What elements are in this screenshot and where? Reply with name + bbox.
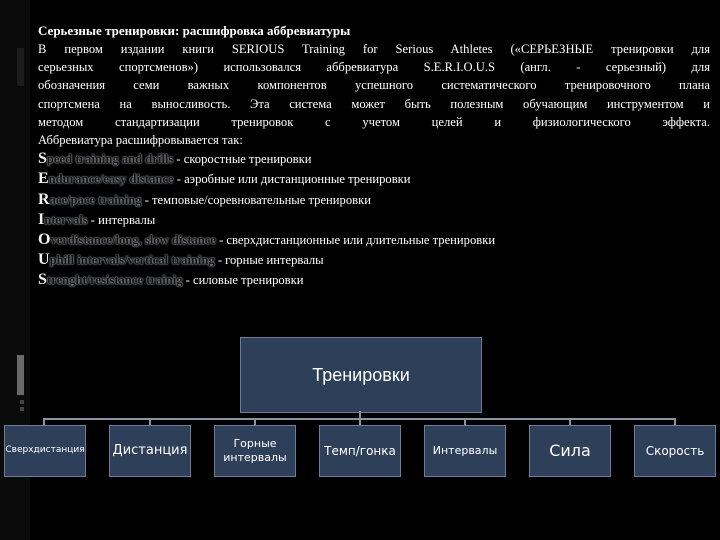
- abbreviation-item: [38, 250, 710, 270]
- abbreviation-letter: S: [38, 150, 47, 168]
- abbreviation-letter: O: [38, 231, 51, 249]
- slide-title: Серьезные тренировки: расшифровка аббревиатуры: [38, 23, 351, 38]
- sidebar-square: [20, 407, 24, 411]
- paragraph-line: обозначения семи важных компонентов успешного систематического тренировочного плана: [38, 78, 710, 93]
- abbreviation-description: - темповые/соревновательные тренировки: [141, 192, 371, 207]
- abbreviation-description: - силовые тренировки: [182, 273, 304, 288]
- diagram-root-box: Тренировки: [240, 337, 482, 413]
- abbreviation-letter: S: [38, 271, 47, 289]
- abbreviation-letter: E: [38, 170, 49, 188]
- abbreviation-item: [38, 210, 710, 230]
- abbreviation-item: [38, 270, 710, 290]
- diagram-node-distance: Дистанция: [109, 425, 191, 477]
- abbreviation-term: phill intervals/vertical training: [49, 253, 215, 268]
- paragraph-line: спортсмена на выносливость. Эта система может быть полезным обучающим инструментом и: [38, 96, 710, 111]
- abbreviation-letter: I: [38, 210, 45, 228]
- abbreviation-description: - горные интервалы: [214, 253, 324, 268]
- sidebar-decoration-bottom: [17, 355, 24, 395]
- diagram-node-pace-race: Темп/гонка: [319, 425, 401, 477]
- abbreviation-letter: R: [38, 190, 50, 208]
- paragraph-line: серьезных спортсменов») использовался аббревиатура S.E.R.I.O.U.S (англ. - серьезный) для: [38, 60, 710, 75]
- abbreviation-description: - скоростные тренировки: [173, 152, 312, 167]
- sidebar-decoration-top: [17, 48, 24, 86]
- abbreviation-item: [38, 169, 710, 189]
- abbreviation-term: ndurance/easy distance: [48, 172, 174, 187]
- abbreviation-item: [38, 230, 710, 250]
- abbreviation-intro: Аббревиатура расшифровывается так:: [38, 133, 243, 148]
- abbreviation-item: [38, 190, 710, 210]
- diagram-node-speed: Скорость: [634, 425, 716, 477]
- abbreviation-description: - интервалы: [87, 212, 156, 227]
- abbreviation-item: [38, 149, 710, 169]
- diagram-node-intervals: Интервалы: [424, 425, 506, 477]
- intro-paragraph: [38, 40, 710, 131]
- abbreviation-letter: U: [38, 251, 50, 269]
- abbreviation-description: - аэробные или дистанционные тренировки: [173, 172, 411, 187]
- paragraph-line: методом стандартизации тренировок с учетом целей и физиологического эффекта.: [38, 114, 710, 129]
- sidebar-square: [20, 400, 24, 404]
- diagram-node-strength: Сила: [529, 425, 611, 477]
- diagram-node-hill-intervals: Горные интервалы: [214, 425, 296, 477]
- abbreviation-term: peed training and drills: [46, 152, 174, 167]
- abbreviation-term: trenght/resistance trainig: [46, 273, 183, 288]
- abbreviation-term: ace/pace training: [49, 192, 142, 207]
- diagram-node-overdistance: Сверхдистанция: [4, 425, 86, 477]
- slide-text: [38, 22, 710, 291]
- paragraph-line: В первом издании книги SERIOUS Training for Serious Athletes («СЕРЬЕЗНЫЕ тренировки для: [38, 42, 710, 56]
- abbreviation-term: verdistance/long, slow distance: [50, 233, 216, 248]
- abbreviation-description: - сверхдистанционные или длительные тренировки: [215, 233, 496, 248]
- abbreviation-term: ntervals: [44, 212, 88, 227]
